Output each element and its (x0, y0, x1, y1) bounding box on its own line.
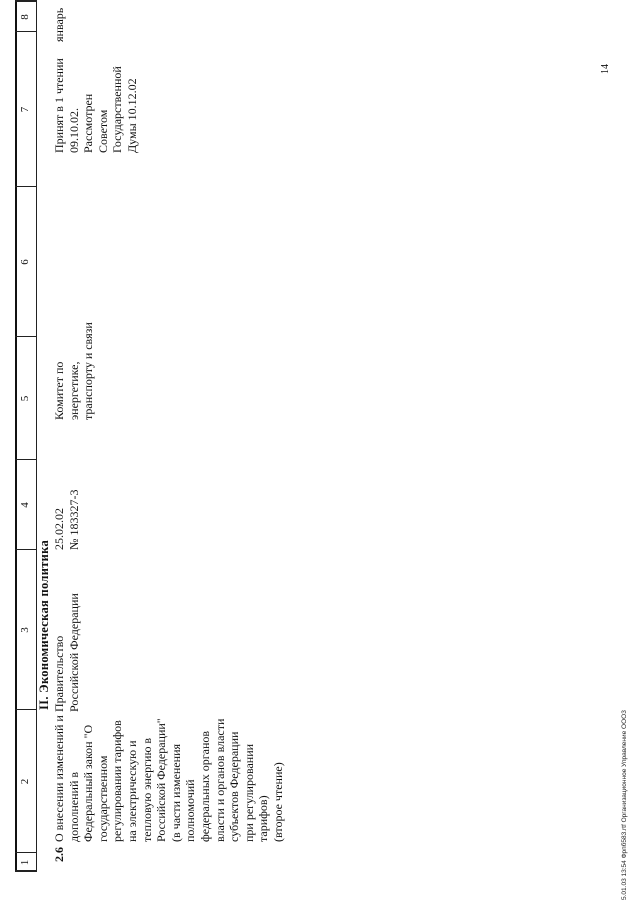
bill-title-line: власти и органов власти (212, 718, 227, 842)
status-cell (52, 58, 140, 153)
column-number-8: 8 (19, 14, 31, 20)
bill-title-line: на электрическую и (124, 740, 139, 842)
column-number-5: 5 (19, 395, 31, 402)
status-line: 09.10.02. (66, 108, 81, 153)
column-number-2: 2 (19, 778, 31, 785)
bill-title-line: государственном (95, 755, 110, 842)
registration-date: 25.02.02 (52, 508, 66, 550)
status-line: Советом (95, 109, 110, 153)
column-number-7: 7 (19, 106, 31, 113)
bill-title-line: субъектов Федерации (227, 731, 242, 842)
bill-title-line: тепловую энергию в (139, 737, 154, 842)
bill-title-line: федеральных органов (197, 730, 212, 842)
status-line: Думы 10.12.02 (124, 78, 139, 153)
term-value: январь (52, 7, 66, 42)
registration-cell (52, 490, 81, 550)
committee-cell (52, 322, 96, 420)
bill-title-line: О внесении изменений и (52, 715, 66, 842)
column-number-6: 6 (19, 259, 31, 265)
column-number-1: 1 (19, 859, 31, 866)
status-line: Рассмотрен (81, 93, 96, 153)
registration-number: № 183327-3 (66, 489, 81, 550)
bill-title-line: Российской Федерации" (154, 718, 169, 842)
bill-title-line: дополнений в (66, 771, 81, 842)
bill-title-line: (в части изменения (168, 743, 183, 842)
author-cell (52, 593, 81, 712)
bill-title-line: Федеральный закон "О (81, 724, 96, 842)
bill-title-line: тарифов) (256, 795, 271, 842)
status-line: Принят в 1 чтении (52, 58, 66, 153)
committee-line: транспорту и связи (81, 322, 96, 420)
row-number: 2.6 (52, 847, 66, 862)
committee-line: Комитет по (52, 361, 66, 420)
bill-title-line: регулировании тарифов (110, 720, 125, 842)
bill-title-cell (52, 715, 286, 842)
column-number-3: 3 (19, 627, 31, 633)
author-line: Российской Федерации (66, 593, 81, 712)
status-line: Государственной (110, 66, 125, 153)
bill-title-line: при регулировании (241, 743, 256, 842)
section-heading: II. Экономическая политика (37, 539, 51, 711)
page-number: 14 (600, 64, 611, 74)
term-cell (52, 8, 67, 42)
committee-line: энергетике, (66, 361, 81, 420)
bill-title-line: (второе чтение) (270, 762, 285, 842)
author-line: Правительство (52, 635, 66, 712)
bill-title-line: полномочий (183, 779, 198, 842)
column-number-4: 4 (19, 502, 31, 508)
print-footer: 5.01.03 13:54 Фрпб583.rtf Организационное Управление ООО3 (621, 710, 628, 900)
